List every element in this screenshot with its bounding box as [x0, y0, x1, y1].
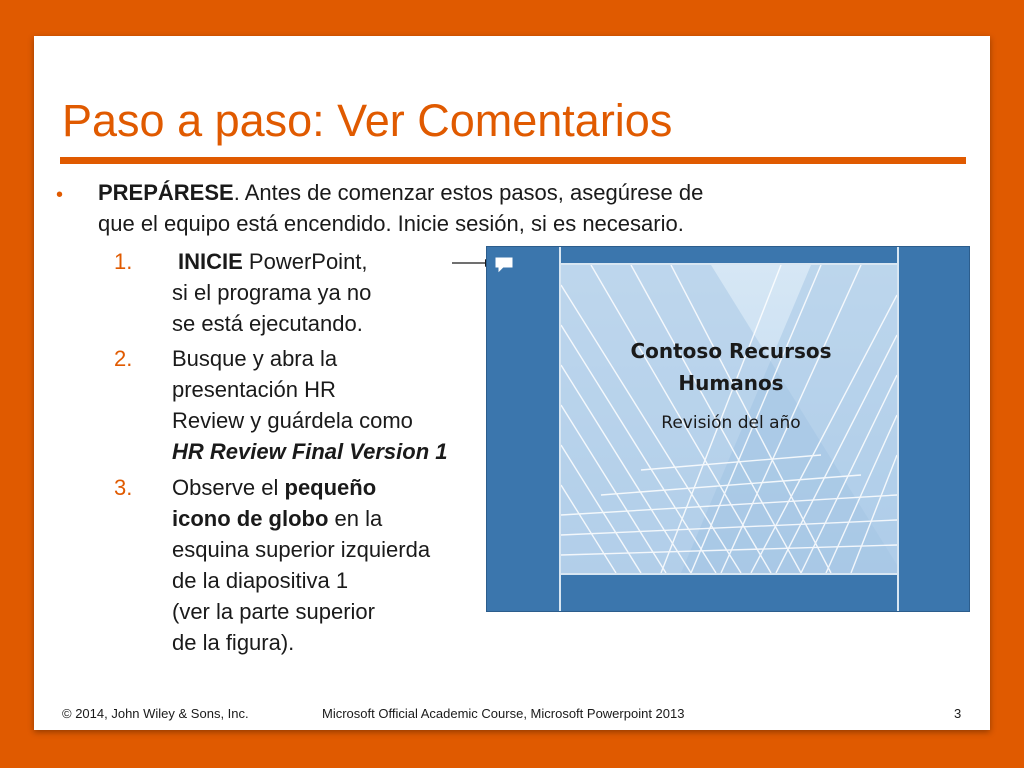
step-3-bold1: pequeño: [284, 475, 377, 500]
bullet-prepare: [98, 177, 818, 239]
slide: [34, 36, 990, 730]
figure-slide-title: [587, 335, 875, 399]
slide-title: Paso a paso: Ver Comentarios: [62, 95, 673, 146]
frame-line-left: [559, 247, 561, 611]
step-3-line6: de la figura).: [172, 630, 295, 655]
frame-line-top: [559, 263, 899, 265]
step-3-line5: (ver la parte superior: [172, 599, 375, 624]
step-2-line3: Review y guárdela como: [172, 408, 413, 433]
figure-title-line1: Contoso Recursos: [630, 339, 832, 363]
step-2-number: 2.: [114, 346, 133, 371]
step-3-bold2: icono de globo: [172, 506, 329, 531]
step-2-line2: presentación HR: [172, 377, 336, 402]
footer-copyright: © 2014, John Wiley & Sons, Inc.: [62, 706, 249, 721]
step-1-bold: INICIE: [178, 249, 243, 274]
figure-slide-subtitle: Revisión del año: [661, 413, 801, 433]
step-3-text2: en la: [328, 506, 383, 531]
step-2-filename: HR Review Final Version 1: [172, 439, 448, 464]
footer-page-number: 3: [954, 706, 962, 721]
step-2-line1: Busque y abra la: [172, 346, 338, 371]
bullet-marker: •: [56, 184, 64, 206]
bullet-bold: PREPÁRESE: [98, 180, 234, 205]
bullet-line2: que el equipo está encendido. Inicie sesión, si es necesario.: [98, 211, 684, 236]
step-3-line4: de la diapositiva 1: [172, 568, 349, 593]
step-3-line3: esquina superior izquierda: [172, 537, 431, 562]
step-1-number: 1.: [114, 249, 133, 274]
frame-line-bottom: [559, 573, 899, 575]
speech-bubble-icon[interactable]: [495, 257, 513, 273]
slide-thumbnail-figure: [486, 246, 970, 612]
step-3-text: [172, 472, 512, 658]
bullet-line1: . Antes de comenzar estos pasos, asegúrese de: [233, 180, 704, 205]
step-3-text1: Observe el: [172, 475, 285, 500]
frame-line-right: [897, 247, 899, 611]
step-2-text: [172, 343, 512, 467]
step-1-line2: si el programa ya no: [172, 280, 372, 305]
step-3-number: 3.: [114, 475, 133, 500]
step-1-line1: PowerPoint,: [242, 249, 368, 274]
step-1-line3: se está ejecutando.: [172, 311, 363, 336]
footer-course: Microsoft Official Academic Course, Microsoft Powerpoint 2013: [322, 706, 685, 721]
title-underline: [60, 157, 966, 164]
figure-title-line2: Humanos: [678, 371, 784, 395]
